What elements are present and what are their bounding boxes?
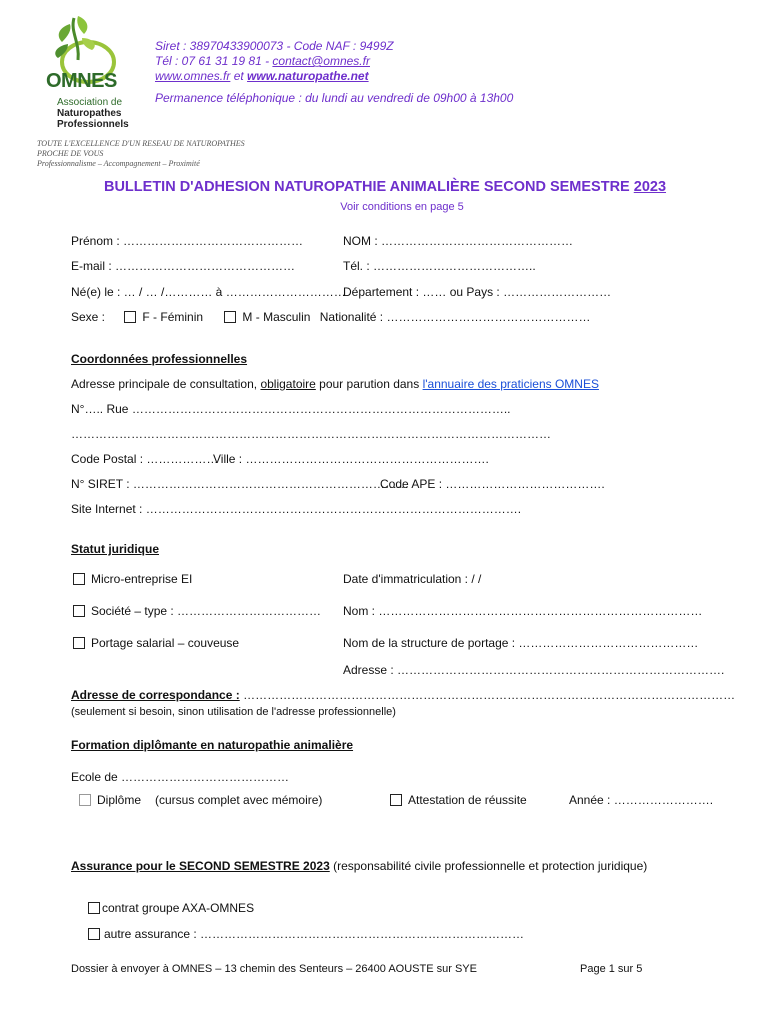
formation-heading: Formation diplômante en naturopathie animalière bbox=[71, 738, 354, 752]
page-title-main: BULLETIN D'ADHESION NATUROPATHIE ANIMALIÈRE SECOND SEMESTRE bbox=[103, 179, 634, 195]
logo-line1: Association de bbox=[57, 97, 123, 108]
sexe-label: Sexe : bbox=[71, 310, 106, 324]
societe-nom-field[interactable]: Nom : ……………………………………………………………………… bbox=[343, 604, 703, 618]
axa-checkbox[interactable] bbox=[88, 902, 100, 914]
header-email-link[interactable]: contact@omnes.fr bbox=[272, 54, 370, 68]
correspondance-note: (seulement si besoin, sinon utilisation de l'adresse professionnelle) bbox=[71, 706, 396, 718]
assurance-heading-rest: (responsabilité civile professionnelle et protection juridique) bbox=[329, 859, 648, 873]
masculin-checkbox[interactable] bbox=[224, 311, 236, 323]
correspondance-heading: Adresse de correspondance : bbox=[71, 688, 240, 702]
societe-checkbox[interactable] bbox=[73, 605, 85, 617]
statut-heading: Statut juridique bbox=[71, 542, 159, 556]
nom-field[interactable]: NOM : ………………………………………… bbox=[343, 234, 573, 248]
autre-assurance-field[interactable]: autre assurance : ……………………………………………………………………… bbox=[104, 927, 525, 941]
page-title-year: 2023 bbox=[633, 179, 667, 195]
footer-page-number: Page 1 sur 5 bbox=[580, 963, 643, 975]
portage-row bbox=[73, 636, 239, 650]
coordonnees-heading: Coordonnées professionnelles bbox=[71, 352, 248, 366]
portage-checkbox[interactable] bbox=[73, 637, 85, 649]
header-permanence: Permanence téléphonique : du lundi au vendredi de 09h00 à 13h00 bbox=[155, 91, 514, 105]
logo-line2: Naturopathes bbox=[57, 108, 122, 119]
header-web-line bbox=[155, 69, 369, 83]
page-title bbox=[0, 179, 770, 195]
masculin-label: M - Masculin bbox=[242, 310, 311, 324]
autre-assurance-row bbox=[88, 927, 524, 941]
sexe-row bbox=[71, 310, 590, 324]
adresse-pre: Adresse principale de consultation, bbox=[71, 377, 261, 391]
header-web1-link[interactable]: www.omnes.fr bbox=[155, 69, 231, 83]
micro-row bbox=[73, 572, 192, 586]
tagline-line3: Professionnalisme – Accompagnement – Proximité bbox=[37, 159, 200, 168]
code-postal-field[interactable]: Code Postal : ……………… bbox=[71, 452, 219, 466]
portage-label: Portage salarial – couveuse bbox=[91, 636, 240, 650]
autre-assurance-checkbox[interactable] bbox=[88, 928, 100, 940]
omnes-logo bbox=[40, 10, 140, 130]
portage-adresse-field[interactable]: Adresse : ………………………………………………………………………. bbox=[343, 663, 725, 677]
correspondance-row bbox=[71, 688, 735, 702]
diplome-row bbox=[79, 793, 322, 807]
header-web-sep: et bbox=[230, 69, 248, 83]
rue-field[interactable]: N°….. Rue ………………………………………………………………………………….. bbox=[71, 402, 511, 416]
tagline-line1: TOUTE L'EXCELLENCE D'UN RESEAU DE NATUROPATHES bbox=[37, 139, 245, 148]
ape-field[interactable]: Code APE : …………………………………. bbox=[380, 477, 605, 491]
departement-field[interactable]: Département : …… ou Pays : ……………………… bbox=[343, 285, 612, 299]
tel-field[interactable]: Tél. : ………………………………….. bbox=[343, 259, 536, 273]
tagline-line2: PROCHE DE VOUS bbox=[37, 149, 104, 158]
adresse-mid: pour parution dans bbox=[315, 377, 423, 391]
feminin-checkbox[interactable] bbox=[124, 311, 136, 323]
micro-checkbox[interactable] bbox=[73, 573, 85, 585]
nationalite-field[interactable]: Nationalité : …………………………………………… bbox=[319, 310, 591, 324]
societe-field[interactable]: Société – type : ……………………………… bbox=[91, 604, 322, 618]
axa-label: contrat groupe AXA-OMNES bbox=[102, 901, 255, 915]
naissance-field[interactable]: Né(e) le : … / … /………… à ………………………… bbox=[71, 285, 346, 299]
logo-brand: OMNES bbox=[46, 70, 117, 92]
prenom-field[interactable]: Prénom : ……………………………………… bbox=[71, 234, 304, 248]
assurance-heading: Assurance pour le SECOND SEMESTRE 2023 bbox=[71, 859, 330, 873]
adresse-obligatoire: obligatoire bbox=[260, 377, 316, 391]
header-web2-link[interactable]: www.naturopathe.net bbox=[247, 69, 369, 83]
societe-row bbox=[73, 604, 321, 618]
header-siret: Siret : 38970433900073 - Code NAF : 9499Z bbox=[155, 39, 394, 53]
feminin-label: F - Féminin bbox=[142, 310, 204, 324]
correspondance-field[interactable]: …………………………………………………………………………………………………………… bbox=[239, 688, 736, 702]
rue2-field[interactable]: ………………………………………………………………………………………………………… bbox=[71, 427, 551, 441]
footer-dossier: Dossier à envoyer à OMNES – 13 chemin des Senteurs – 26400 AOUSTE sur SYE bbox=[71, 963, 477, 975]
siret-field[interactable]: N° SIRET : …………………………………………………………… bbox=[71, 477, 409, 491]
axa-row bbox=[88, 901, 254, 915]
attestation-label: Attestation de réussite bbox=[408, 793, 527, 807]
assurance-row bbox=[71, 859, 647, 873]
page-subtitle: Voir conditions en page 5 bbox=[340, 201, 464, 213]
logo-line3: Professionnels bbox=[57, 119, 129, 130]
annee-field[interactable]: Année : ……………………. bbox=[569, 793, 714, 807]
header-phone-line bbox=[155, 54, 370, 68]
header-phone: Tél : 07 61 31 19 81 - bbox=[155, 54, 273, 68]
diplome-checkbox[interactable] bbox=[79, 794, 91, 806]
structure-portage-field[interactable]: Nom de la structure de portage : ……………………………………… bbox=[343, 636, 699, 650]
micro-label: Micro-entreprise EI bbox=[91, 572, 193, 586]
attestation-checkbox[interactable] bbox=[390, 794, 402, 806]
immatriculation-field[interactable]: Date d'immatriculation : / / bbox=[343, 572, 482, 586]
ecole-field[interactable]: Ecole de …………………………………… bbox=[71, 770, 290, 784]
annuaire-link[interactable]: l'annuaire des praticiens OMNES bbox=[422, 377, 599, 391]
ville-field[interactable]: Ville : ……………………………………………………. bbox=[213, 452, 489, 466]
site-internet-field[interactable]: Site Internet : …………………………………………………………………………………. bbox=[71, 502, 522, 516]
attestation-row bbox=[390, 793, 527, 807]
diplome-label: Diplôme bbox=[97, 793, 142, 807]
email-field[interactable]: E-mail : ……………………………………… bbox=[71, 259, 296, 273]
cursus-label: (cursus complet avec mémoire) bbox=[155, 793, 323, 807]
adresse-principale-line bbox=[71, 377, 599, 391]
